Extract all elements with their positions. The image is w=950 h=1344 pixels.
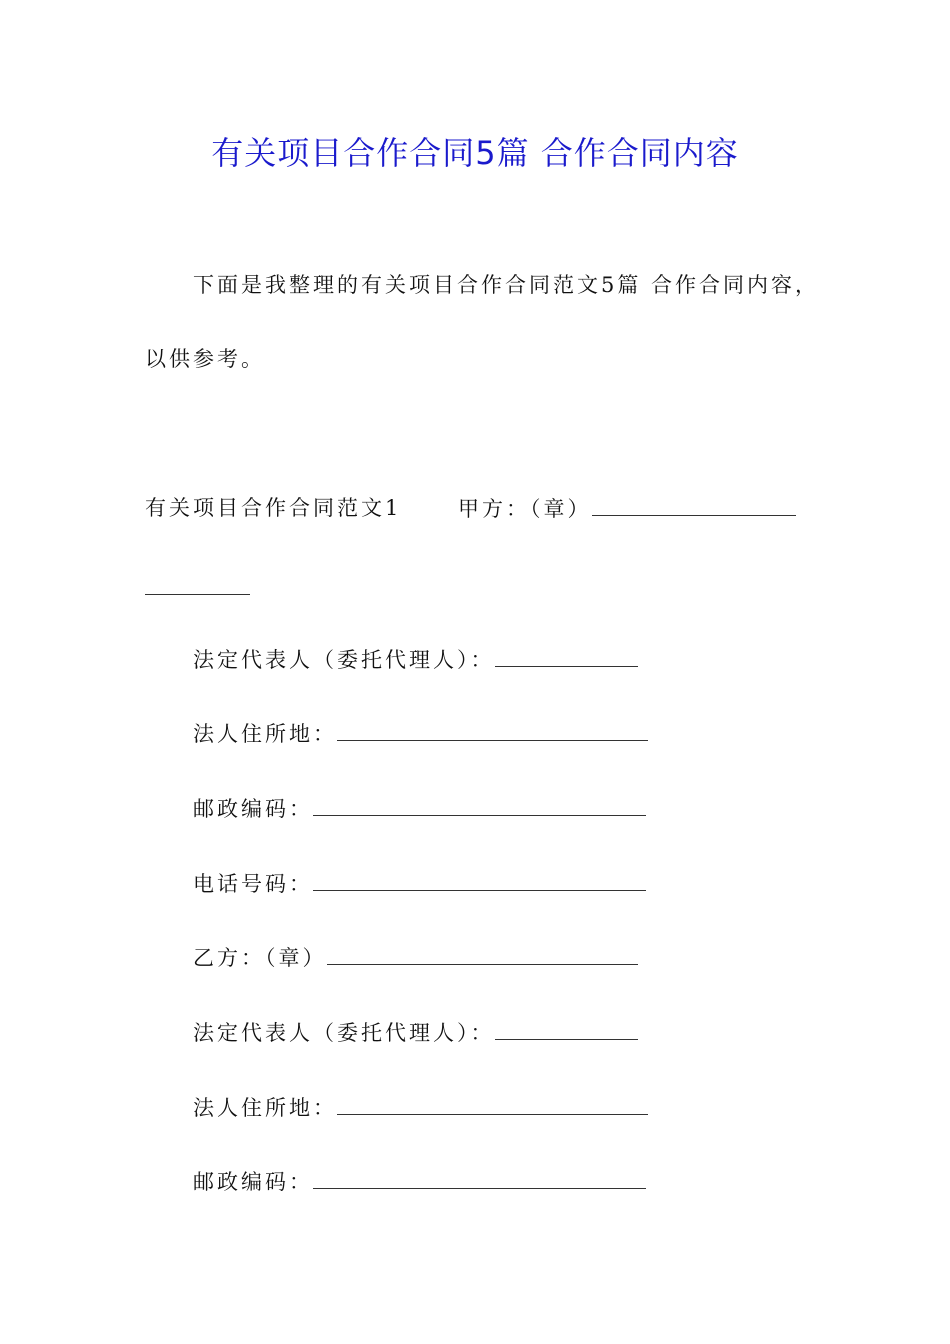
party-b-address-label: 法人住所地： <box>193 1096 337 1120</box>
party-b-rep-blank <box>495 1017 638 1040</box>
party-b-label: 乙方：（章） <box>193 946 327 970</box>
document-title: 有关项目合作合同5篇 合作合同内容 <box>211 134 739 172</box>
party-a-address-blank <box>337 718 648 741</box>
party-b-line <box>193 942 638 973</box>
party-b-postcode-blank <box>313 1166 646 1189</box>
party-a-address-line <box>193 718 648 749</box>
party-a-phone-label: 电话号码： <box>193 872 313 896</box>
party-a-phone-line <box>193 868 646 899</box>
party-a-phone-blank <box>313 868 646 891</box>
party-b-rep-line <box>193 1017 638 1048</box>
party-b-signature-blank <box>327 942 638 965</box>
party-a-signature-blank <box>592 493 796 516</box>
section-heading: 有关项目合作合同范文1 <box>145 496 402 520</box>
intro-line-1: 下面是我整理的有关项目合作合同范文5篇 合作合同内容， <box>193 273 820 297</box>
party-a-line <box>458 493 796 524</box>
party-a-address-label: 法人住所地： <box>193 722 337 746</box>
party-a-rep-line <box>193 644 638 675</box>
party-a-postcode-blank <box>313 793 646 816</box>
party-b-address-blank <box>337 1092 648 1115</box>
party-a-label: 甲方：（章） <box>458 497 592 521</box>
party-b-postcode-label: 邮政编码： <box>193 1170 313 1194</box>
party-a-signature-blank-cont <box>145 593 250 595</box>
party-a-rep-label: 法定代表人（委托代理人）： <box>193 648 495 672</box>
party-a-postcode-line <box>193 793 646 824</box>
party-b-rep-label: 法定代表人（委托代理人）： <box>193 1021 495 1045</box>
intro-line-2: 以供参考。 <box>145 347 265 371</box>
party-a-rep-blank <box>495 644 638 667</box>
party-b-address-line <box>193 1092 648 1123</box>
party-a-postcode-label: 邮政编码： <box>193 797 313 821</box>
party-b-postcode-line <box>193 1166 646 1197</box>
